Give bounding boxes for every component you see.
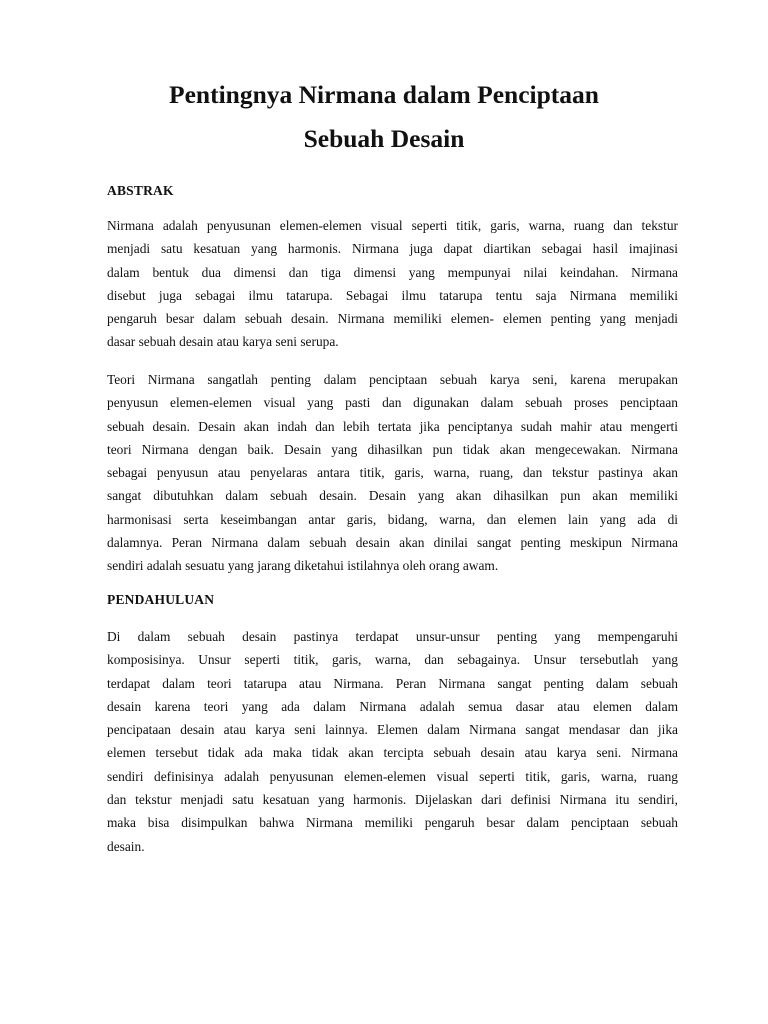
- text-line: komposisinya. Unsur seperti titik, garis, warna, dan sebagainya. Unsur tersebutlah yang: [107, 652, 678, 668]
- text-line: Di dalam sebuah desain pastinya terdapat unsur-unsur penting yang mempengaruhi: [107, 629, 678, 644]
- text-line: penyusun elemen-elemen visual yang pasti dan digunakan dalam sebuah proses penciptaan: [107, 395, 678, 411]
- section-heading-abstrak: ABSTRAK: [107, 183, 174, 198]
- text-line: sendiri definisinya adalah penyusunan elemen-elemen visual seperti titik, garis, warna, ruang: [107, 768, 678, 784]
- paragraph-pendahuluan-1: [107, 625, 678, 858]
- text-line: sebuah desain. Desain akan indah dan lebih tertata jika penciptanya sudah mahir atau mengerti: [107, 418, 678, 434]
- text-line: desain.: [107, 838, 145, 854]
- text-line: dasar sebuah desain atau karya seni serupa.: [107, 334, 339, 350]
- text-line: elemen tersebut tidak ada maka tidak akan tercipta sebuah desain atau karya seni. Nirmana: [107, 745, 678, 761]
- text-line: pengaruh besar dalam sebuah desain. Nirmana memiliki elemen- elemen penting yang menjadi: [107, 311, 678, 327]
- text-line: teori Nirmana dengan baik. Desain yang dihasilkan pun tidak akan mengecewakan. Nirmana: [107, 441, 678, 457]
- text-line: Nirmana adalah penyusunan elemen-elemen visual seperti titik, garis, warna, ruang dan tekstur: [107, 218, 678, 233]
- text-line: harmonisasi serta keseimbangan antar garis, bidang, warna, dan elemen lain yang ada di: [107, 511, 678, 527]
- text-line: dalamnya. Peran Nirmana dalam sebuah desain akan dinilai sangat penting meskipun Nirmana: [107, 535, 678, 551]
- document-title-line-1: Pentingnya Nirmana dalam Penciptaan: [169, 80, 599, 109]
- text-line: disebut juga sebagai ilmu tatarupa. Sebagai ilmu tatarupa tentu saja Nirmana memiliki: [107, 287, 678, 303]
- text-line: sendiri adalah sesuatu yang jarang diketahui istilahnya oleh orang awam.: [107, 558, 499, 574]
- text-line: dalam bentuk dua dimensi dan tiga dimensi yang mempunyai nilai keindahan. Nirmana: [107, 264, 678, 280]
- document-title-line-2: Sebuah Desain: [303, 124, 465, 153]
- text-line: desain karena teori yang ada dalam Nirmana adalah semua dasar atau elemen dalam: [107, 698, 678, 714]
- text-line: dan tekstur menjadi satu kesatuan yang harmonis. Dijelaskan dari definisi Nirmana itu sendiri,: [107, 792, 678, 808]
- text-line: sebagai penyusun atau penyelaras antara titik, garis, warna, ruang, dan tekstur pastinya akan: [107, 465, 678, 481]
- text-line: menjadi satu kesatuan yang harmonis. Nirmana juga dapat diartikan sebagai hasil imajinasi: [107, 241, 678, 257]
- section-heading-pendahuluan: PENDAHULUAN: [107, 592, 215, 607]
- text-line: pencipataan desain atau karya seni lainnya. Elemen dalam Nirmana sangat mendasar dan jika: [107, 722, 678, 738]
- paragraph-abstrak-1: [107, 214, 678, 354]
- text-line: sangat dibutuhkan dalam sebuah desain. Desain yang akan dihasilkan pun akan memiliki: [107, 488, 678, 504]
- text-line: terdapat dalam teori tatarupa atau Nirmana. Peran Nirmana sangat penting dalam sebuah: [107, 675, 678, 691]
- text-line: maka bisa disimpulkan bahwa Nirmana memiliki pengaruh besar dalam penciptaan sebuah: [107, 815, 678, 831]
- text-line: Teori Nirmana sangatlah penting dalam penciptaan sebuah karya seni, karena merupakan: [107, 372, 678, 387]
- paragraph-abstrak-2: [107, 368, 678, 578]
